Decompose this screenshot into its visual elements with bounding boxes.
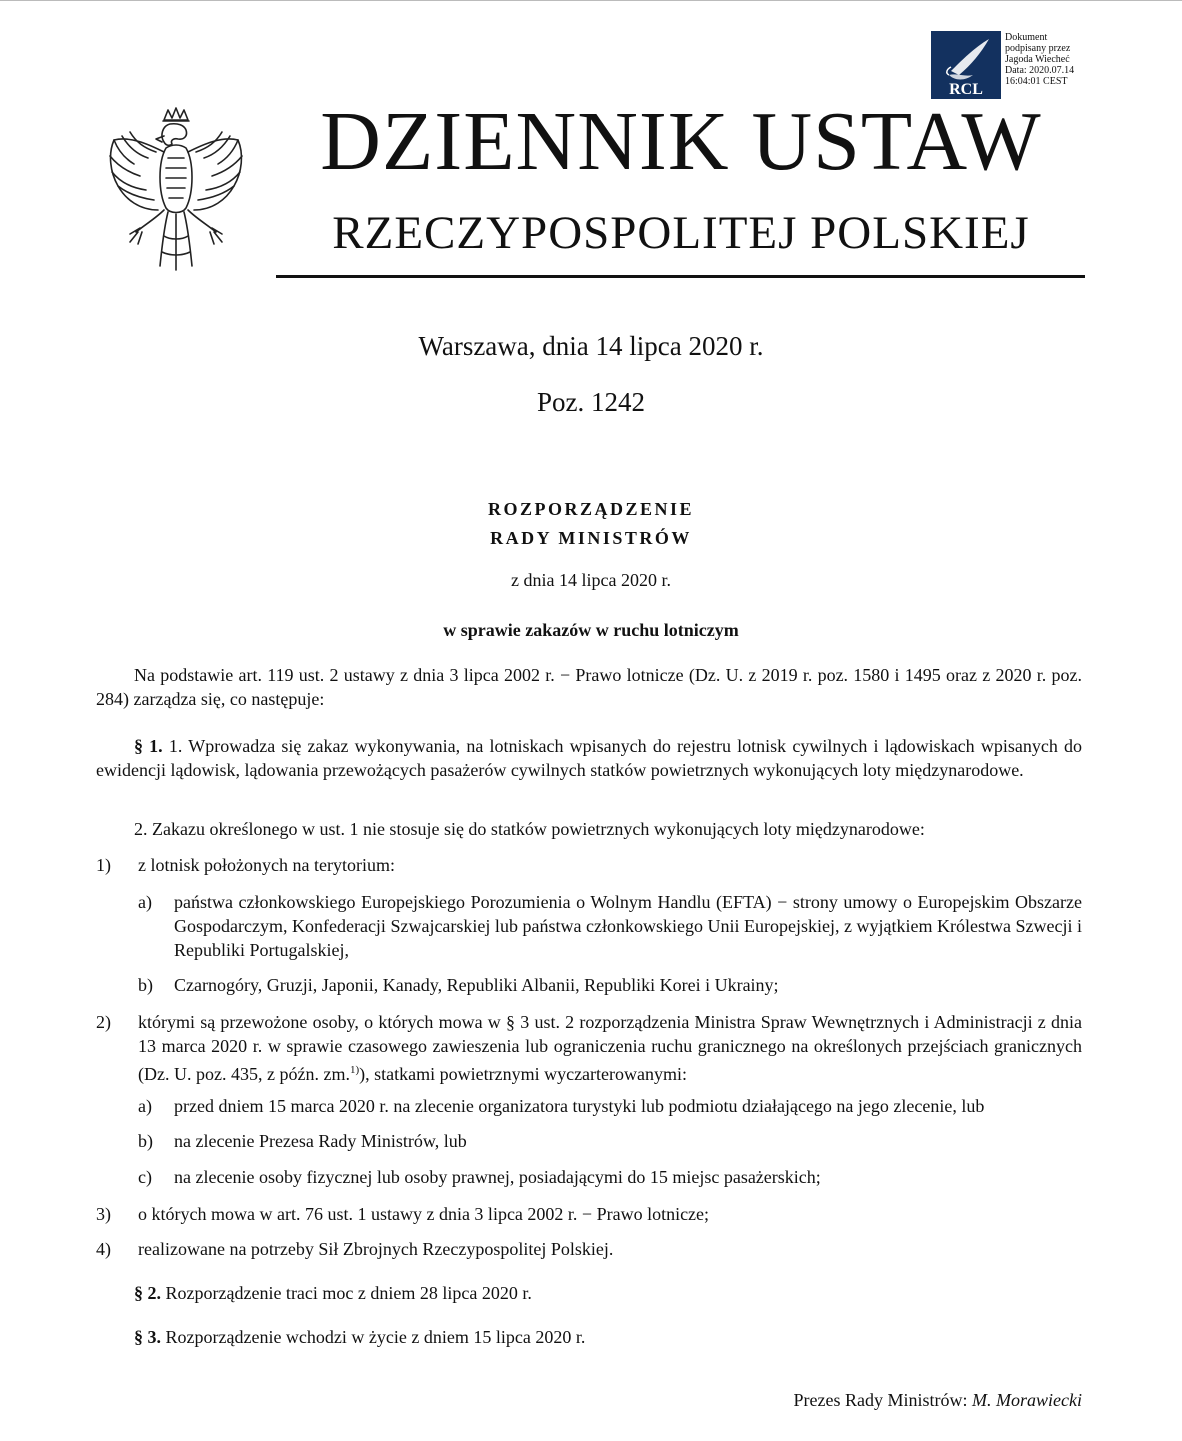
point-2-text: którymi są przewożone osoby, o których mowa w § 3 ust. 2 rozporządzenia Ministra Spraw Wewnętrznych i Administracji z dnia 13 marca 2020 r. w sprawie czasowego zawieszenia lub ograniczenia ruchu granicznego na określonych przejściach granicznych (Dz. U. poz. 435, z późn. zm.	[138, 1012, 1082, 1084]
point-text: o których mowa w art. 76 ust. 1 ustawy z dnia 3 lipca 2002 r. − Prawo lotnicze;	[138, 1204, 710, 1224]
footnote-reference: 1)	[349, 1064, 360, 1076]
top-border-line	[0, 0, 1182, 1]
act-issuer: RADY MINISTRÓW	[490, 528, 692, 548]
act-subject: w sprawie zakazów w ruchu lotniczym	[443, 620, 739, 640]
letter-marker: a)	[138, 1096, 152, 1116]
section-2	[96, 1281, 1082, 1305]
section-1-ust-2: 2. Zakazu określonego w ust. 1 nie stosuje się do statków powietrznych wykonujących loty międzynarodowe:	[134, 819, 925, 839]
letter-marker: b)	[138, 975, 153, 995]
svg-text:RCL: RCL	[949, 81, 983, 98]
publication-date: Warszawa, dnia 14 lipca 2020 r.	[418, 331, 764, 361]
digital-signature-info	[1005, 32, 1165, 87]
signature-info-line: Jagoda Wiecheć	[1005, 54, 1070, 65]
preamble: Na podstawie art. 119 ust. 2 ustawy z dnia 3 lipca 2002 r. − Prawo lotnicze (Dz. U. z 2019 r. poz. 1580 i 1495 oraz z 2020 r. poz. 284) zarządza się, co następuje:	[96, 665, 1082, 709]
letter-text: na zlecenie osoby fizycznej lub osoby prawnej, posiadającymi do 15 miejsc pasażerskich;	[174, 1167, 821, 1187]
letter-text: na zlecenie Prezesa Rady Ministrów, lub	[174, 1131, 467, 1151]
act-date: z dnia 14 lipca 2020 r.	[511, 570, 671, 590]
section-3-marker: § 3.	[134, 1327, 161, 1347]
letter-text: Czarnogóry, Gruzji, Japonii, Kanady, Republiki Albanii, Republiki Korei i Ukrainy;	[174, 975, 779, 995]
signature-info-line: Data: 2020.07.14	[1005, 65, 1075, 76]
quill-pen-icon	[931, 31, 1001, 99]
rcl-signature-logo	[931, 31, 1001, 99]
signatory-name: M. Morawiecki	[972, 1390, 1082, 1410]
section-3-text: Rozporządzenie wchodzi w życie z dniem 15 lipca 2020 r.	[165, 1327, 586, 1347]
signature-info-line: Dokument	[1005, 32, 1048, 43]
signature-info-line: podpisany przez	[1005, 43, 1071, 54]
point-number: 4)	[96, 1239, 111, 1259]
letter-text: przed dniem 15 marca 2020 r. na zlecenie organizatora turystyki lub podmiotu działającego na jego zlecenie, lub	[174, 1096, 985, 1116]
section-1-ust-1	[96, 734, 1082, 782]
section-2-marker: § 2.	[134, 1283, 161, 1303]
point-number: 2)	[96, 1012, 111, 1032]
publication-position: Poz. 1242	[537, 387, 645, 417]
masthead-subtitle: RZECZYPOSPOLITEJ POLSKIEJ	[332, 207, 1030, 259]
point-text	[138, 1010, 1082, 1086]
point-2-text-end: ), statkami powietrznymi wyczarterowanymi:	[359, 1064, 688, 1084]
masthead-divider	[276, 275, 1085, 278]
masthead-title: DZIENNIK USTAW	[320, 95, 1042, 188]
signatory-role: Prezes Rady Ministrów:	[793, 1390, 968, 1410]
polish-eagle-emblem-icon	[100, 106, 252, 274]
point-text: realizowane na potrzeby Sił Zbrojnych Rzeczypospolitej Polskiej.	[138, 1239, 614, 1259]
section-1-ust-1-text: 1. Wprowadza się zakaz wykonywania, na lotniskach wpisanych do rejestru lotnisk cywilnych i lądowiskach wpisanych do ewidencji lądowisk, lądowania przewożących pasażerów cywilnych statków powietrznych wykonujących loty międzynarodowe.	[96, 736, 1083, 780]
point-text: z lotnisk położonych na terytorium:	[138, 855, 395, 875]
signatory	[794, 1388, 1082, 1412]
signature-info-line: 16:04:01 CEST	[1005, 76, 1068, 87]
letter-text: państwa członkowskiego Europejskiego Porozumienia o Wolnym Handlu (EFTA) − strony umowy o Europejskim Obszarze Gospodarczym, Konfederacji Szwajcarskiej lub państwa członkowskiego Unii Europejskiej, z wyjątkiem Królestwa Szwecji i Republiki Portugalskiej,	[174, 892, 1082, 960]
letter-marker: a)	[138, 892, 152, 912]
letter-marker: c)	[138, 1167, 152, 1187]
section-2-text: Rozporządzenie traci moc z dniem 28 lipca 2020 r.	[165, 1283, 532, 1303]
section-1-marker: § 1.	[134, 736, 163, 756]
point-number: 1)	[96, 855, 111, 875]
letter-marker: b)	[138, 1131, 153, 1151]
point-number: 3)	[96, 1204, 111, 1224]
section-3	[96, 1325, 1082, 1349]
act-type: ROZPORZĄDZENIE	[487, 499, 695, 519]
